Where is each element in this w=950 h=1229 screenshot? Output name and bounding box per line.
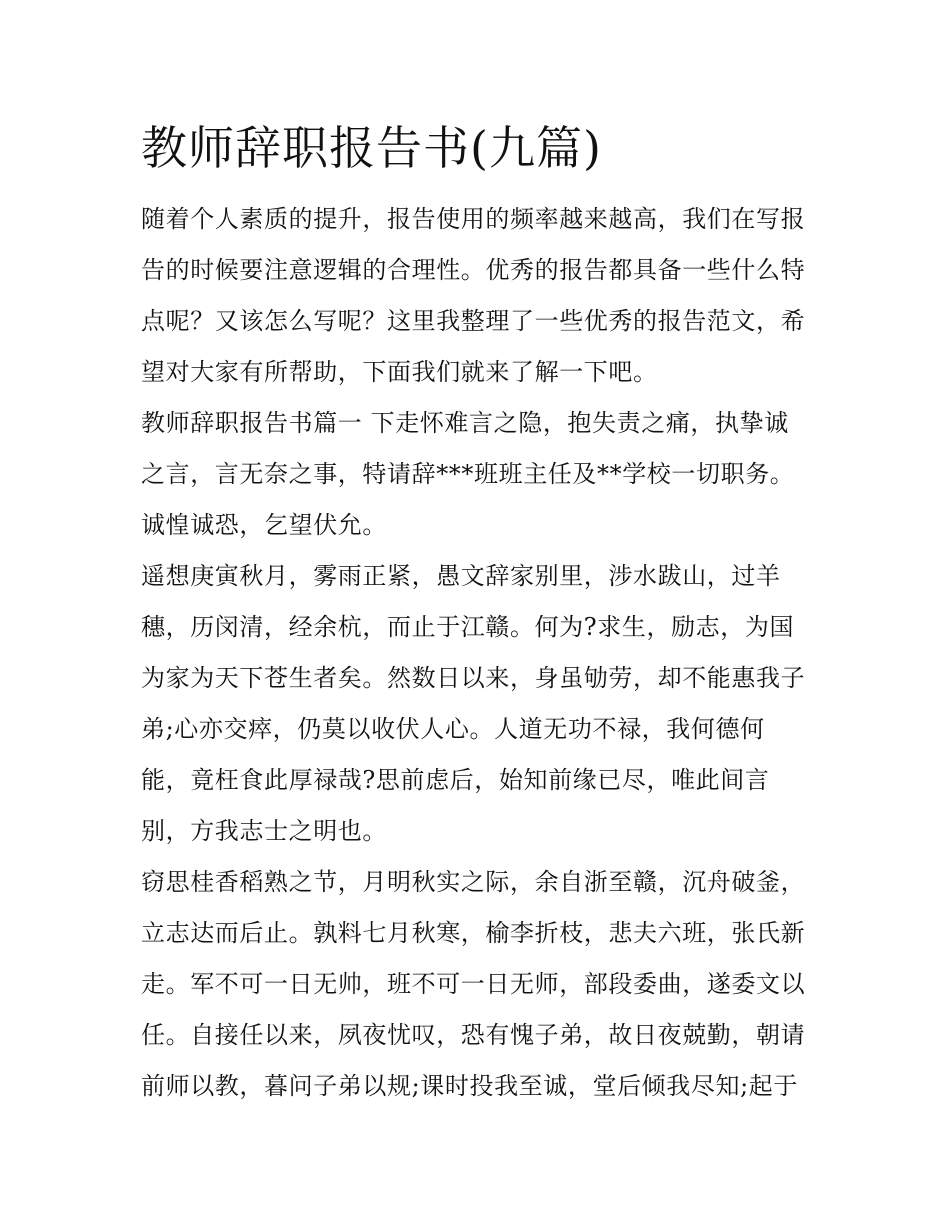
- paragraph-intro: [141, 194, 813, 398]
- text-line: 教师辞职报告书篇一 下走怀难言之隐，抱失责之痛，执挚诚: [141, 409, 789, 437]
- text-line: 为家为天下苍生者矣。然数日以来，身虽劬劳，却不能惠我子: [141, 664, 806, 692]
- text-line: 点呢？又该怎么写呢？这里我整理了一些优秀的报告范文，希: [141, 307, 806, 335]
- text-line: 走。军不可一日无帅，班不可一日无师，部段委曲，遂委文以: [141, 970, 806, 998]
- paragraph-letter-one: [141, 398, 813, 551]
- text-line: 能，竟枉食此厚禄哉?思前虑后，始知前缘已尽，唯此间言: [141, 766, 770, 794]
- paragraph-recollection: [141, 551, 813, 857]
- text-line: 穗，历闵清，经余杭，而止于江赣。何为?求生，励志，为国: [141, 613, 795, 641]
- text-line: 任。自接任以来，夙夜忧叹，恐有愧子弟，故日夜兢勤，朝请: [141, 1021, 806, 1049]
- text-line: 之言，言无奈之事，特请辞***班班主任及**学校一切职务。: [141, 460, 795, 488]
- paragraph-reflection: [141, 857, 813, 1112]
- text-line: 诚惶诚恐，乞望伏允。: [141, 511, 387, 539]
- document-title: 教师辞职报告书(九篇): [141, 121, 602, 175]
- text-line: 望对大家有所帮助，下面我们就来了解一下吧。: [141, 358, 658, 386]
- text-line: 别，方我志士之明也。: [141, 817, 387, 845]
- text-line: 前师以教，暮问子弟以规;课时投我至诚，堂后倾我尽知;起于: [141, 1072, 798, 1100]
- text-line: 遥想庚寅秋月，雾雨正紧，愚文辞家别里，涉水跋山，过羊: [141, 562, 781, 590]
- text-line: 随着个人素质的提升，报告使用的频率越来越高，我们在写报: [141, 205, 806, 233]
- text-line: 立志达而后止。孰料七月秋寒，榆李折枝，悲夫六班，张氏新: [141, 919, 806, 947]
- text-line: 告的时候要注意逻辑的合理性。优秀的报告都具备一些什么特: [141, 256, 806, 284]
- text-line: 弟;心亦交瘁，仍莫以收伏人心。人道无功不禄，我何德何: [141, 715, 765, 743]
- document-body: [141, 118, 813, 1112]
- text-line: 窃思桂香稻熟之节，月明秋实之际，余自浙至赣，沉舟破釜，: [141, 868, 806, 896]
